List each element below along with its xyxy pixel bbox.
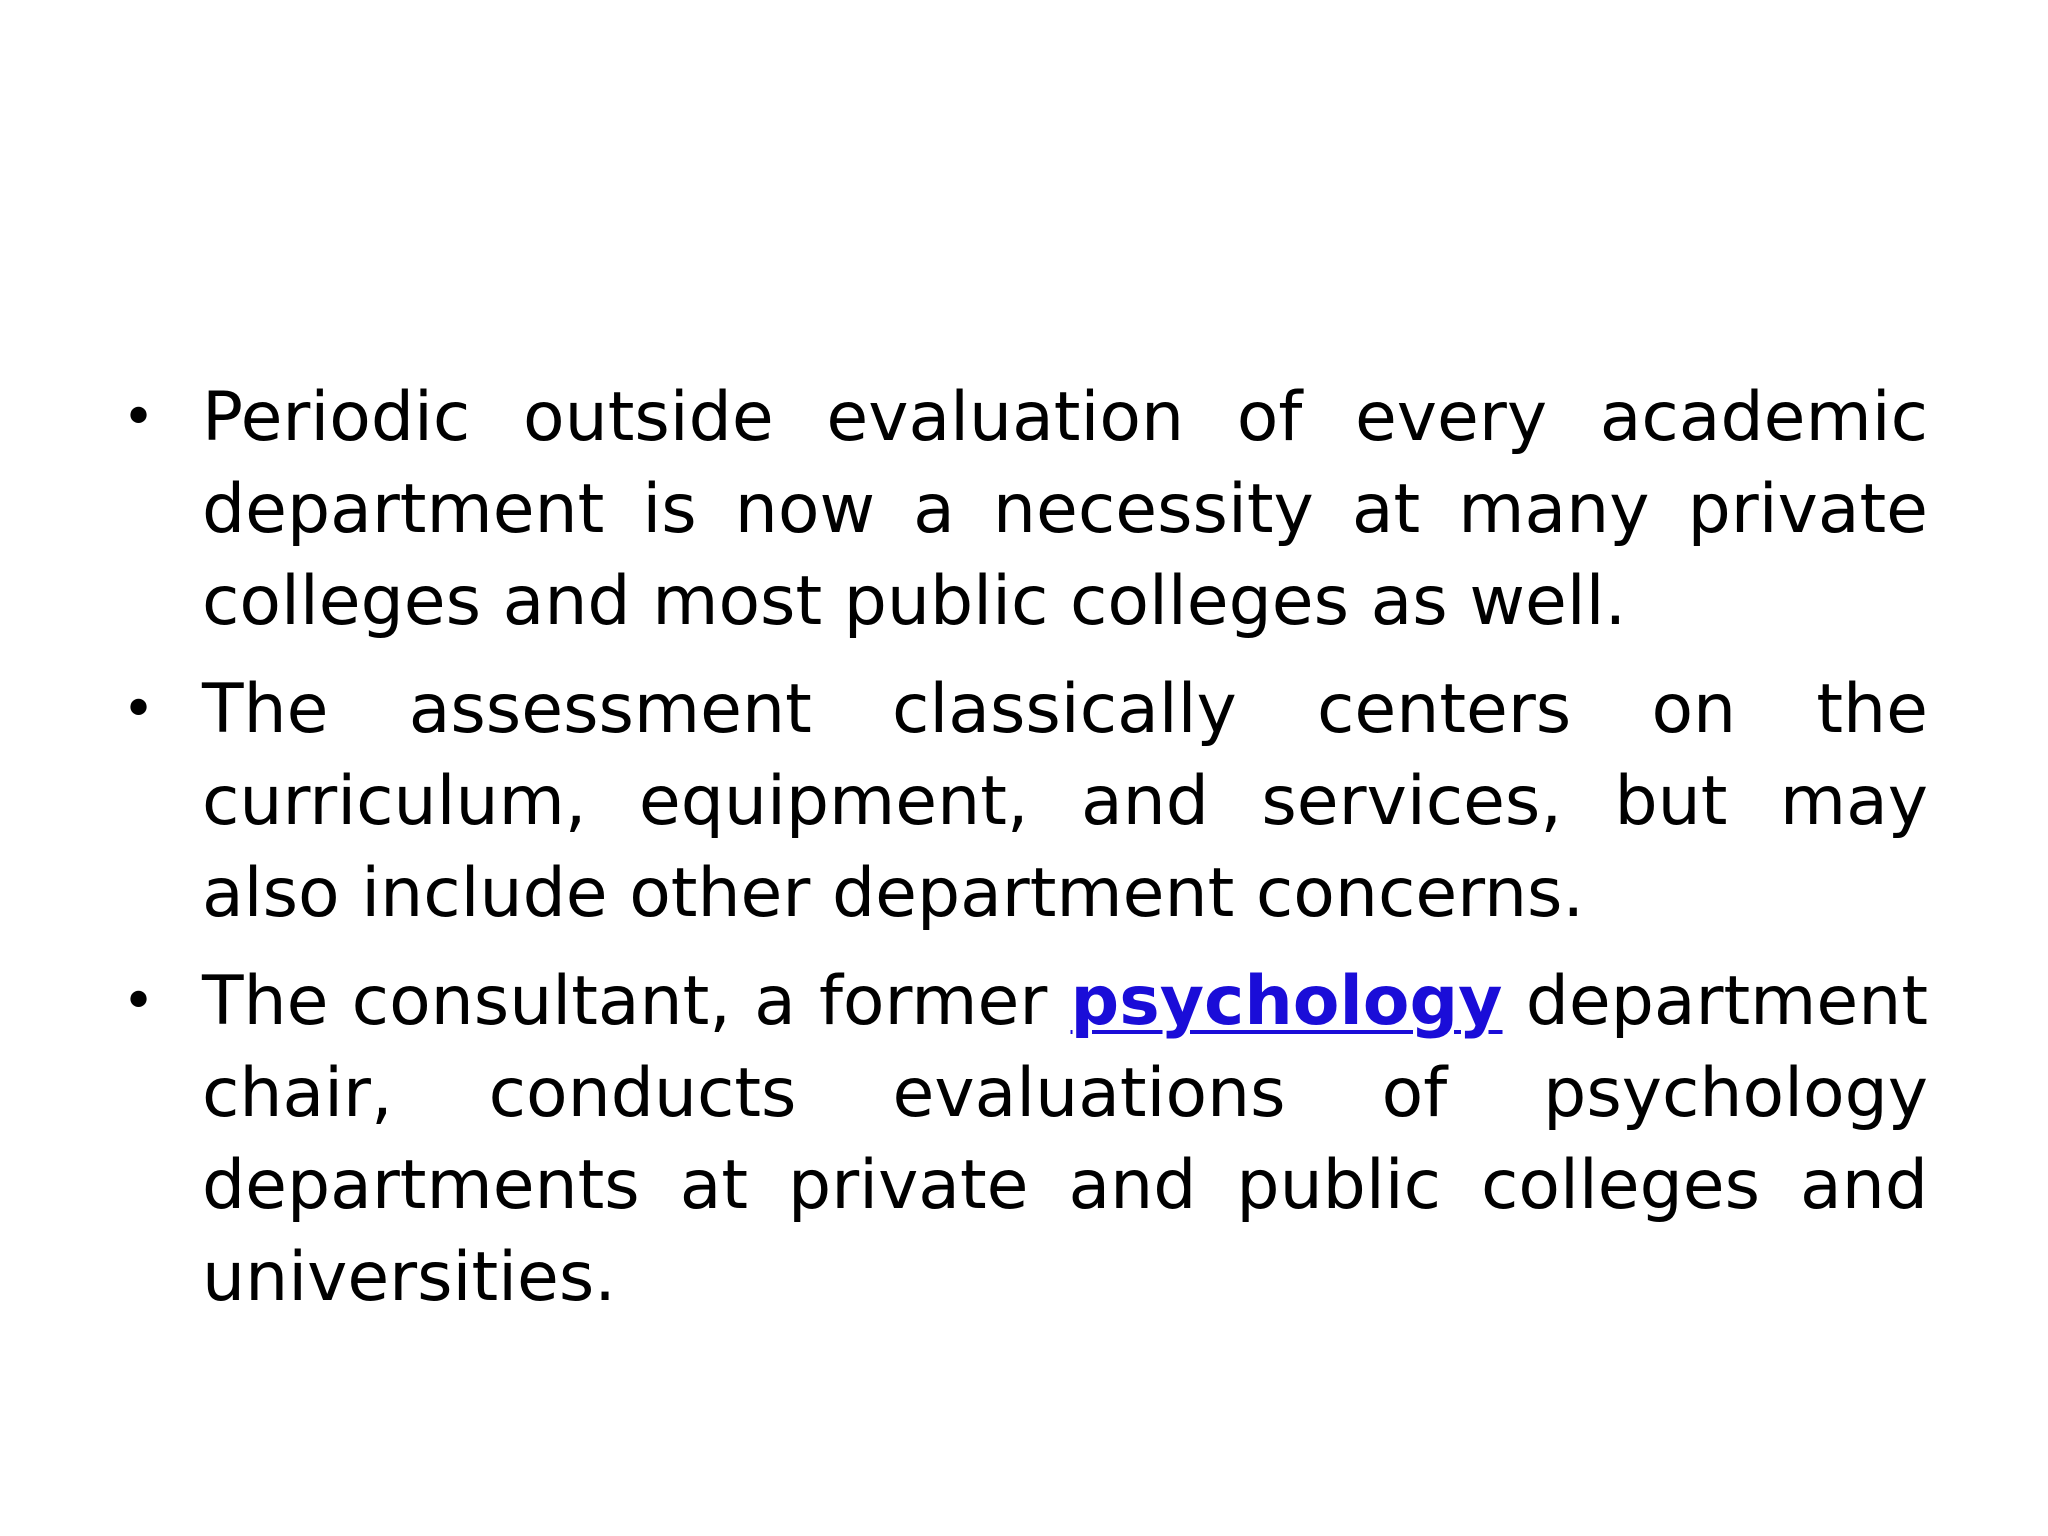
bullet-icon: • bbox=[122, 969, 156, 1034]
bullet-text-before-link: The consultant, a former bbox=[202, 962, 1071, 1041]
bullet-text: Periodic outside evaluation of every academic department is now a necessity at many private colleges and most public colleges as well. bbox=[202, 378, 1928, 641]
bullet-item bbox=[122, 372, 1928, 648]
bullet-item bbox=[122, 956, 1928, 1324]
bullet-text: The assessment classically centers on the curriculum, equipment, and services, but may also include other department concerns. bbox=[202, 670, 1928, 933]
bullet-text-after-link: department chair, conducts evaluations of psychology departments at private and public colleges and universities. bbox=[202, 962, 1929, 1317]
bullet-item bbox=[122, 664, 1928, 940]
bullet-list bbox=[122, 372, 1928, 1340]
psychology-link[interactable]: psychology bbox=[1070, 962, 1503, 1041]
bullet-icon: • bbox=[122, 385, 156, 450]
bullet-icon: • bbox=[122, 677, 156, 742]
